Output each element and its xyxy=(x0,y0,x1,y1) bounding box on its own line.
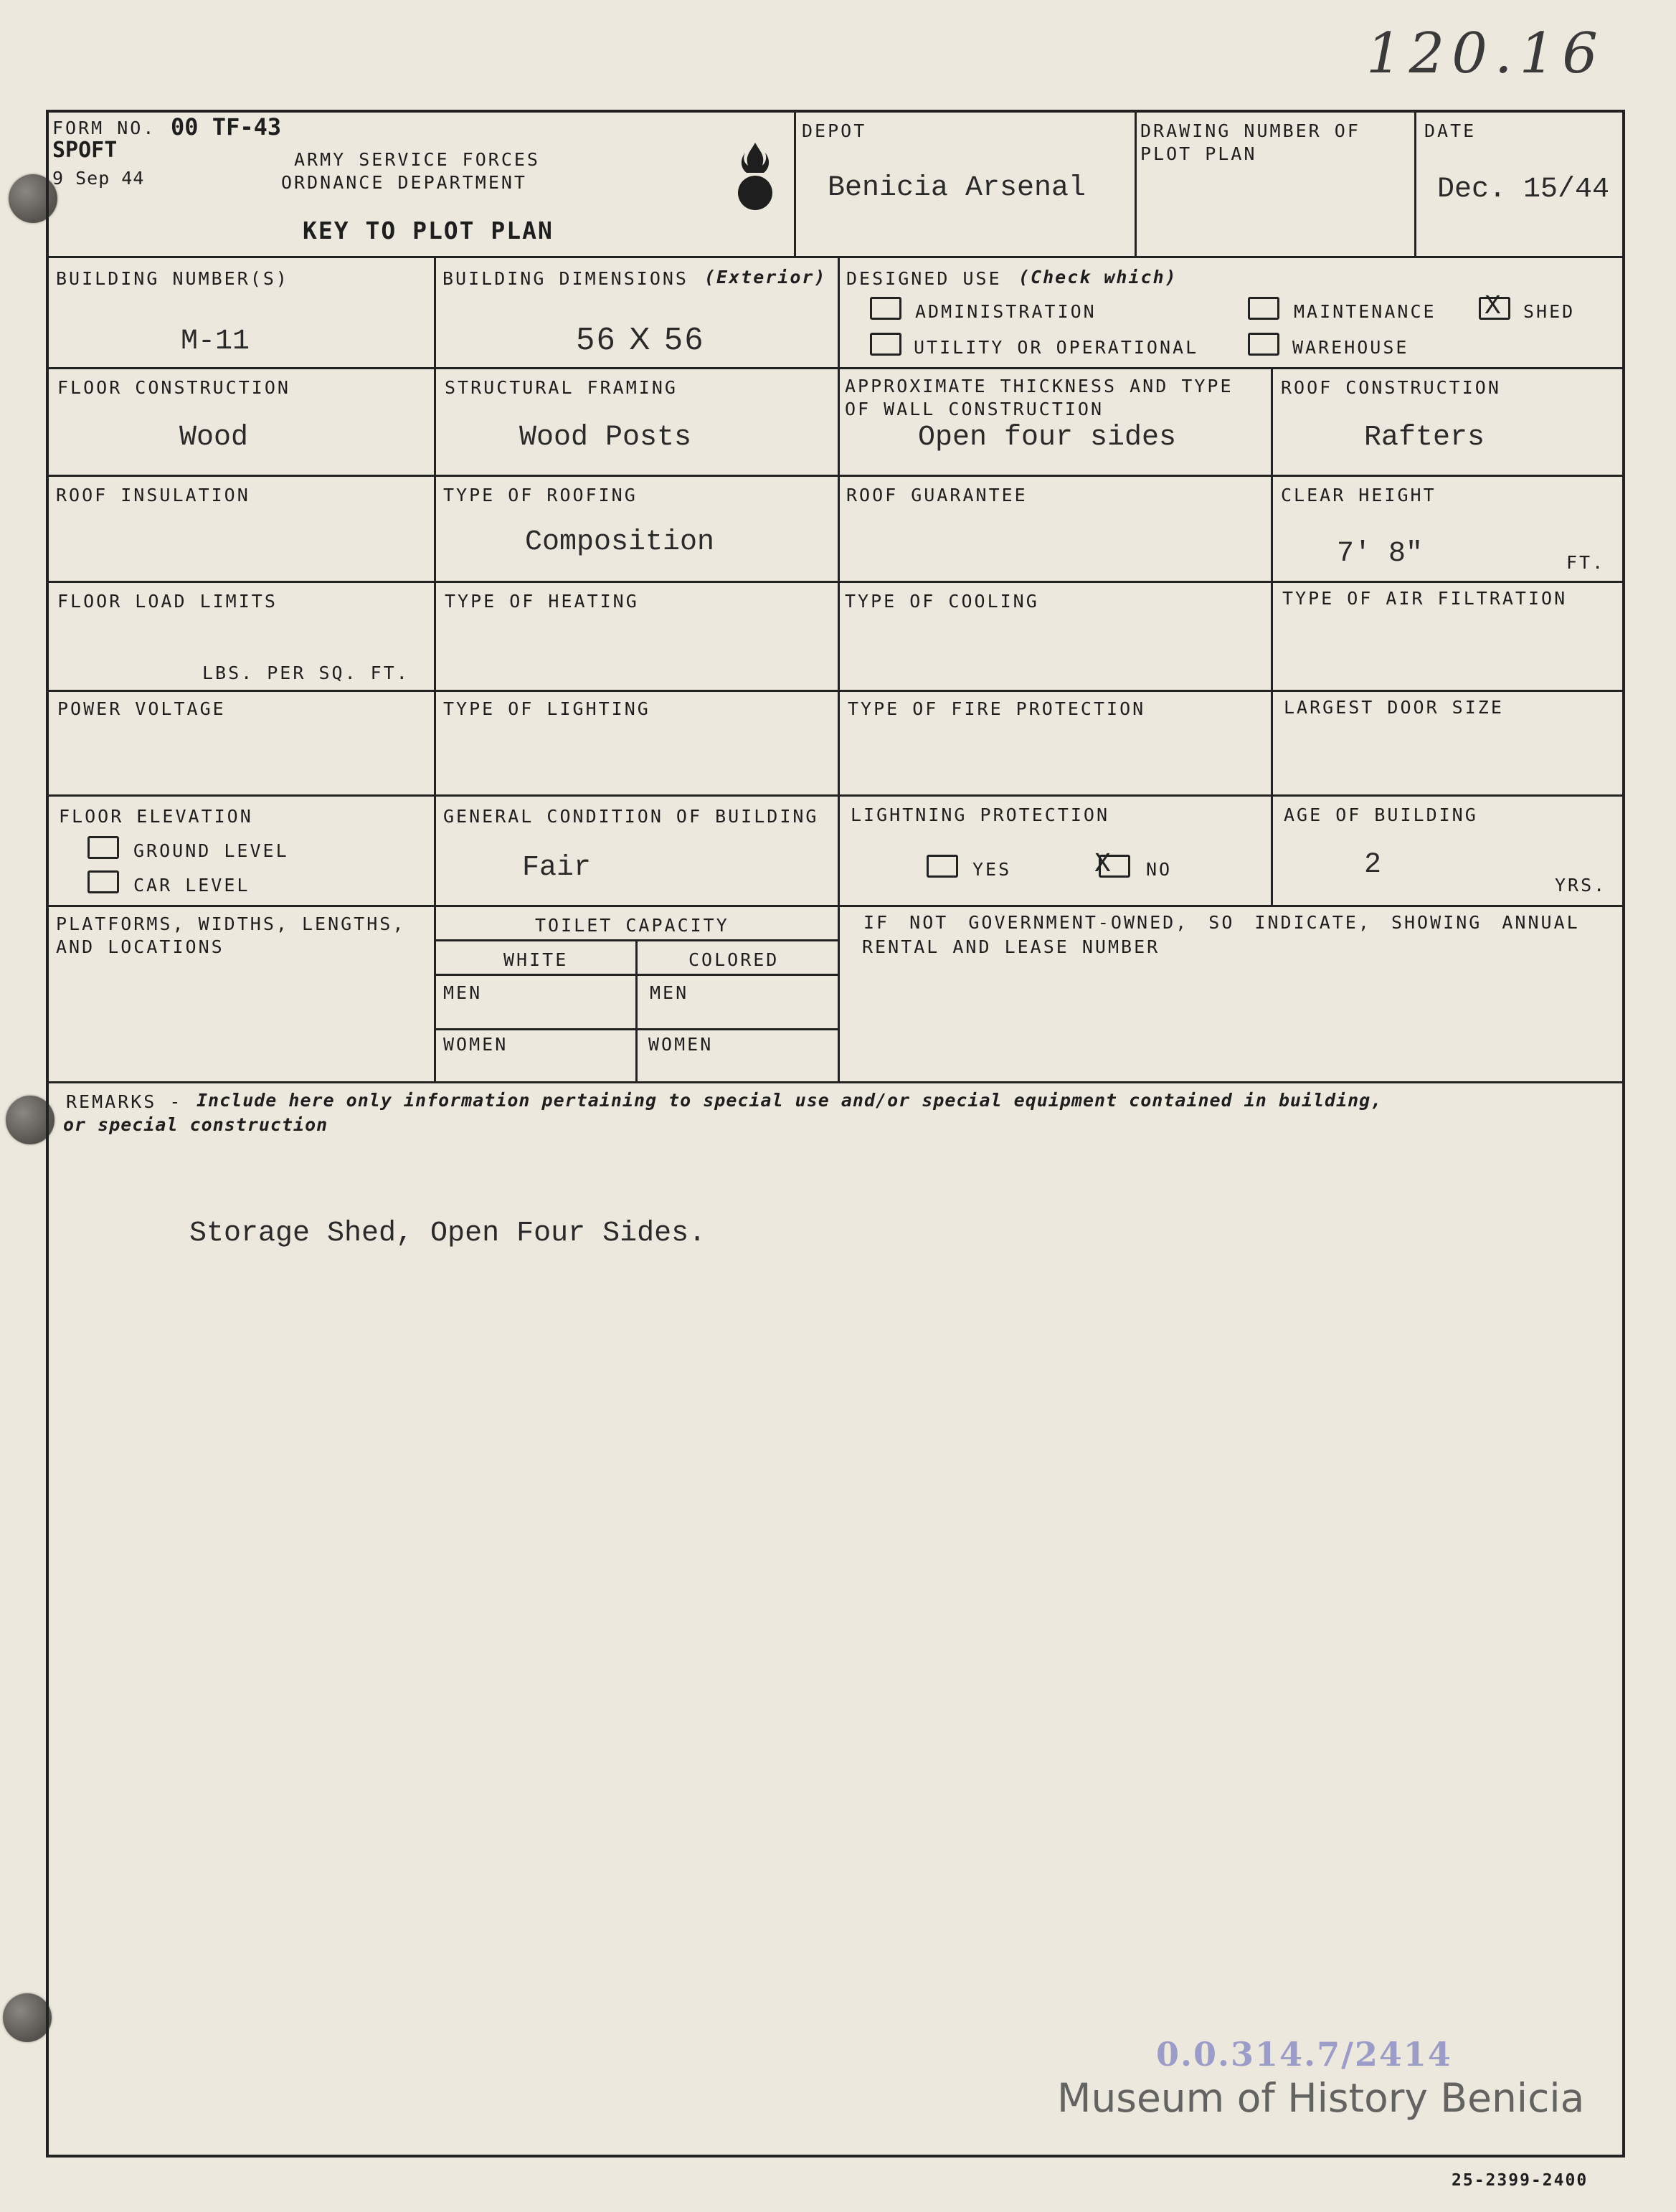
clear-height-label: CLEAR HEIGHT xyxy=(1281,485,1436,505)
floor-elevation-label: FLOOR ELEVATION xyxy=(59,806,253,827)
use-shed-label: SHED xyxy=(1523,301,1576,322)
floor-construction-label: FLOOR CONSTRUCTION xyxy=(57,377,290,398)
checkbox-car-level[interactable] xyxy=(87,870,119,893)
use-warehouse-label: WAREHOUSE xyxy=(1292,337,1409,358)
punch-hole-top xyxy=(9,174,57,223)
building-number-label: BUILDING NUMBER(S) xyxy=(56,268,289,289)
age-of-building-unit: YRS. xyxy=(1555,875,1607,896)
toilet-capacity-label: TOILET CAPACITY xyxy=(535,915,729,936)
age-of-building-value: 2 xyxy=(1364,849,1382,881)
wall-construction-value: Open four sides xyxy=(918,422,1177,454)
toilet-colored-men: MEN xyxy=(650,982,689,1003)
building-dimensions-label: BUILDING DIMENSIONS xyxy=(442,268,688,289)
structural-framing-value: Wood Posts xyxy=(519,422,692,454)
largest-door-size-label: LARGEST DOOR SIZE xyxy=(1284,697,1504,718)
wall-construction-label-1: APPROXIMATE THICKNESS AND TYPE xyxy=(845,376,1234,397)
archive-stamp: 0.0.314.7/2414 xyxy=(1156,2035,1452,2074)
org-line-1: ARMY SERVICE FORCES xyxy=(294,149,540,170)
lightning-yes-label: YES xyxy=(972,859,1012,880)
floor-load-label: FLOOR LOAD LIMITS xyxy=(57,591,278,612)
designed-use-note: (Check which) xyxy=(1018,267,1178,288)
org-line-2: ORDNANCE DEPARTMENT xyxy=(281,172,527,193)
type-of-air-filtration-label: TYPE OF AIR FILTRATION xyxy=(1282,588,1568,609)
remarks-note-2: or special construction xyxy=(63,1114,328,1135)
ground-level-label: GROUND LEVEL xyxy=(133,840,289,861)
wall-construction-label-2: OF WALL CONSTRUCTION xyxy=(845,399,1104,419)
checkbox-utility[interactable] xyxy=(870,333,901,356)
roof-construction-label: ROOF CONSTRUCTION xyxy=(1281,377,1501,398)
use-utility-label: UTILITY OR OPERATIONAL xyxy=(914,337,1199,358)
type-of-lighting-label: TYPE OF LIGHTING xyxy=(443,698,650,719)
car-level-label: CAR LEVEL xyxy=(133,875,250,896)
building-dimensions-value: 56 X 56 xyxy=(577,321,706,356)
form-number-label: FORM NO. xyxy=(52,118,156,138)
lightning-no-label: NO xyxy=(1146,859,1173,880)
platforms-label-1: PLATFORMS, WIDTHS, LENGTHS, xyxy=(56,913,406,934)
checkbox-lightning-yes[interactable] xyxy=(927,855,958,878)
age-of-building-label: AGE OF BUILDING xyxy=(1284,804,1478,825)
remarks-label: REMARKS - xyxy=(66,1091,183,1112)
clear-height-unit: FT. xyxy=(1566,552,1606,573)
form-code: SPOFT xyxy=(52,138,118,163)
toilet-white-header: WHITE xyxy=(503,949,569,970)
platforms-label-2: AND LOCATIONS xyxy=(56,936,224,957)
punch-hole-bottom xyxy=(3,1993,52,2042)
rental-label-1: IF NOT GOVERNMENT-OWNED, SO INDICATE, SHOWING ANNUAL xyxy=(863,912,1580,933)
use-maintenance-label: MAINTENANCE xyxy=(1294,301,1436,322)
checkbox-maintenance[interactable] xyxy=(1248,297,1279,320)
toilet-colored-women: WOMEN xyxy=(648,1034,714,1055)
toilet-white-women: WOMEN xyxy=(443,1034,508,1055)
footer-code: 25-2399-2400 xyxy=(1452,2171,1589,2190)
type-of-heating-label: TYPE OF HEATING xyxy=(445,591,639,612)
building-dimensions-note: (Exterior) xyxy=(704,267,827,288)
drawing-number-label-2: PLOT PLAN xyxy=(1140,143,1257,164)
designed-use-label: DESIGNED USE xyxy=(846,268,1002,289)
clear-height-value: 7' 8" xyxy=(1337,538,1424,570)
type-of-cooling-label: TYPE OF COOLING xyxy=(845,591,1039,612)
date-value: Dec. 15/44 xyxy=(1437,174,1610,206)
rental-label-2: RENTAL AND LEASE NUMBER xyxy=(862,936,1160,957)
ordnance-insignia-icon xyxy=(735,140,775,216)
depot-label: DEPOT xyxy=(802,120,867,141)
checkbox-warehouse[interactable] xyxy=(1248,333,1279,356)
remarks-note-1: Include here only information pertaining to special use and/or special equipment contained in building, xyxy=(197,1090,1383,1111)
checkbox-administration[interactable] xyxy=(870,297,901,320)
lightning-protection-label: LIGHTNING PROTECTION xyxy=(851,804,1110,825)
shed-check-mark: X xyxy=(1485,291,1501,322)
type-of-roofing-label: TYPE OF ROOFING xyxy=(443,485,638,505)
form-title: KEY TO PLOT PLAN xyxy=(303,217,554,245)
roof-construction-value: Rafters xyxy=(1364,422,1485,454)
type-of-fire-protection-label: TYPE OF FIRE PROTECTION xyxy=(848,698,1146,719)
lightning-no-check-mark: X xyxy=(1094,849,1111,880)
form-date: 9 Sep 44 xyxy=(52,168,145,189)
roof-insulation-label: ROOF INSULATION xyxy=(56,485,250,505)
depot-value: Benicia Arsenal xyxy=(828,172,1086,204)
toilet-white-men: MEN xyxy=(443,982,483,1003)
general-condition-label: GENERAL CONDITION OF BUILDING xyxy=(443,806,819,827)
drawing-number-label-1: DRAWING NUMBER OF xyxy=(1140,120,1360,141)
structural-framing-label: STRUCTURAL FRAMING xyxy=(445,377,678,398)
power-voltage-label: POWER VOLTAGE xyxy=(57,698,226,719)
type-of-roofing-value: Composition xyxy=(525,526,715,559)
use-administration-label: ADMINISTRATION xyxy=(915,301,1097,322)
checkbox-ground-level[interactable] xyxy=(87,836,119,859)
remarks-value: Storage Shed, Open Four Sides. xyxy=(189,1217,706,1250)
building-number-value: M-11 xyxy=(181,326,250,358)
museum-watermark: Museum of History Benicia xyxy=(1057,2075,1585,2121)
form-number-value: 00 TF-43 xyxy=(171,113,282,141)
toilet-colored-header: COLORED xyxy=(688,949,780,970)
roof-guarantee-label: ROOF GUARANTEE xyxy=(846,485,1028,505)
general-condition-value: Fair xyxy=(522,852,592,884)
floor-load-unit: LBS. PER SQ. FT. xyxy=(202,663,409,683)
date-label: DATE xyxy=(1424,120,1477,141)
handwritten-number: 120.16 xyxy=(1366,22,1605,86)
floor-construction-value: Wood xyxy=(179,422,249,454)
